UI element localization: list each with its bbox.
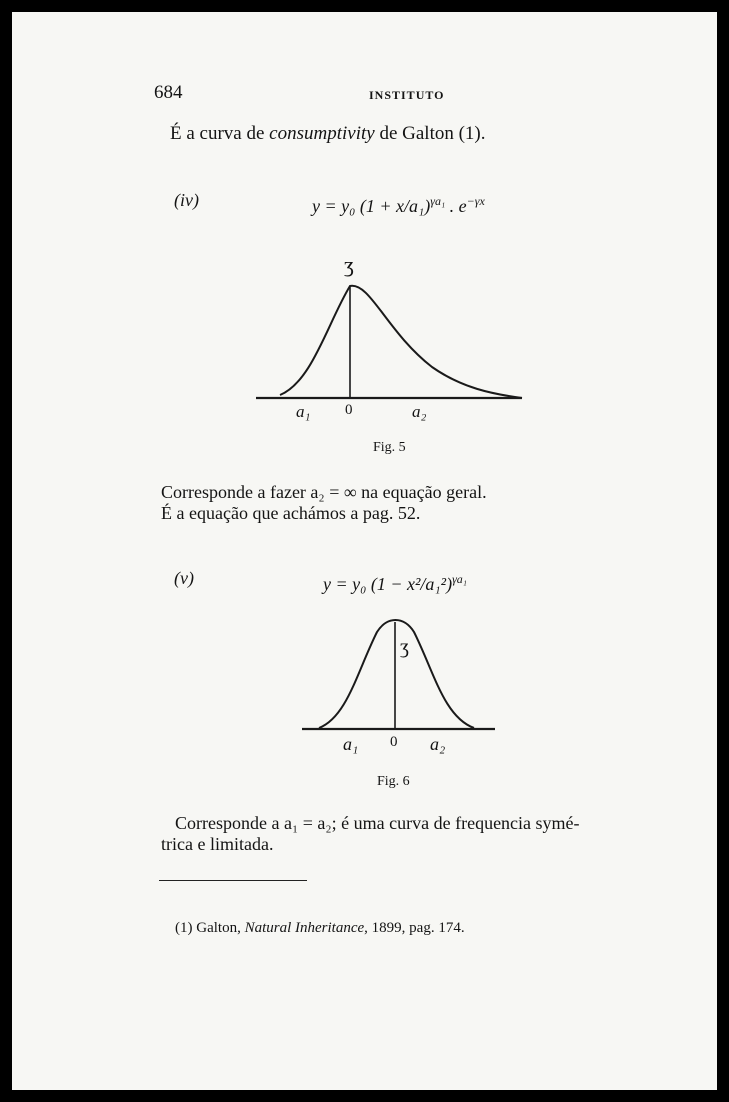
equation-v-label: (v) xyxy=(174,568,194,588)
intro-lead: É a curva de xyxy=(170,123,270,144)
equation-iv-label: (iv) xyxy=(174,190,199,210)
equation-iv-exponent: γa₁ xyxy=(430,194,446,208)
running-head: INSTITUTO xyxy=(369,88,445,102)
equation-v xyxy=(323,572,467,595)
fig5-label-a2: a₂ xyxy=(412,402,427,421)
fig6-peak-label: ʒ xyxy=(400,636,409,658)
fig5-peak-label: ʒ xyxy=(344,252,354,277)
footnote-author: Galton, xyxy=(196,920,245,936)
fig6-caption: Fig. 6 xyxy=(377,774,410,789)
fig6-label-a2: a₂ xyxy=(430,734,446,754)
footnote-rest: , 1899, pag. 174. xyxy=(364,920,465,936)
para3-line2: trica e limitada. xyxy=(161,834,274,854)
footnote-title: Natural Inheritance xyxy=(244,920,365,936)
fig5-curve xyxy=(280,286,522,398)
page-number: 684 xyxy=(154,82,183,103)
equation-iv-factor: . e xyxy=(445,196,467,216)
fig6-curve xyxy=(319,620,474,728)
equation-iv-factor-exponent: −γx xyxy=(466,194,485,208)
para3-line1: Corresponde a a₁ = a₂; é uma curva de frequencia symé- xyxy=(175,813,580,833)
fig5-label-a1: a₁ xyxy=(296,402,311,421)
fig6-label-origin: 0 xyxy=(390,734,398,750)
footnote xyxy=(175,920,465,937)
fig5-label-origin: 0 xyxy=(345,402,353,418)
fig5-caption: Fig. 5 xyxy=(373,440,406,455)
para2-line2: É a equação que achámos a pag. 52. xyxy=(161,503,421,523)
book-page xyxy=(12,12,717,1090)
intro-tail: de Galton (1). xyxy=(374,123,486,144)
footnote-number: (1) xyxy=(175,920,197,936)
footnote-rule xyxy=(159,880,307,881)
equation-iv-formula: y = y₀ (1 + x/a₁) xyxy=(312,196,431,216)
equation-v-formula: y = y₀ (1 − x²/a₁²) xyxy=(323,574,453,594)
fig6-label-a1: a₁ xyxy=(343,734,359,754)
para2-line1: Corresponde a fazer a₂ = ∞ na equação geral. xyxy=(161,482,487,502)
intro-term: consumptivity xyxy=(269,123,375,144)
equation-v-exponent: γa₁ xyxy=(452,572,467,586)
